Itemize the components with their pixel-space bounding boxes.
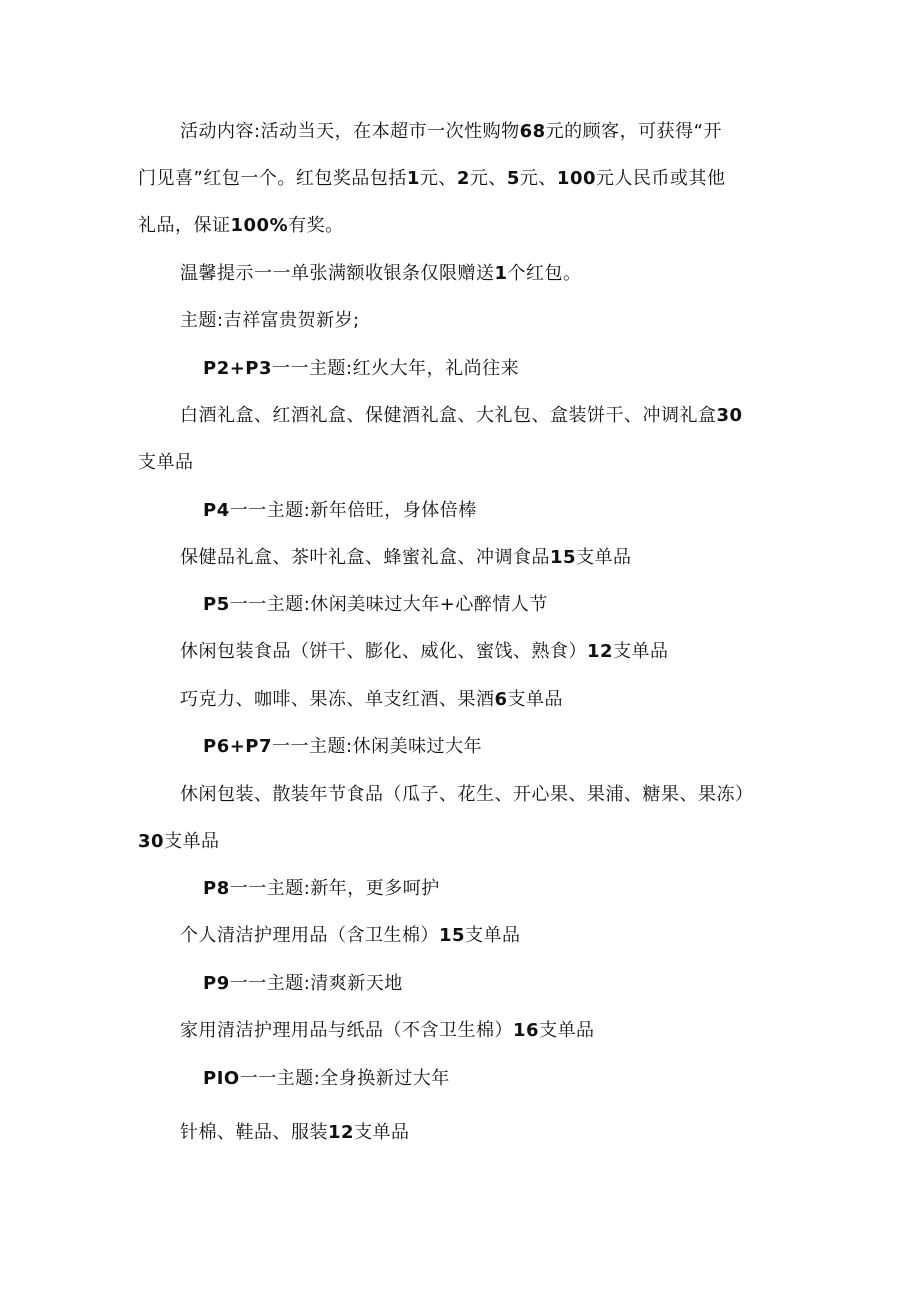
text-segment: 支单品 xyxy=(138,452,194,473)
bold-text-segment: 68 xyxy=(519,121,546,142)
text-segment: 元人民币或其他 xyxy=(596,168,726,189)
text-segment: 一一主题:新年倍旺，身体倍棒 xyxy=(229,500,477,521)
bold-text-segment: 100 xyxy=(556,168,596,189)
text-line xyxy=(180,262,582,286)
text-line xyxy=(180,783,754,807)
text-segment: 一一主题:休闲美味过大年 xyxy=(272,736,483,757)
text-line xyxy=(203,499,477,523)
text-line xyxy=(203,1067,450,1091)
text-segment: 个人清洁护理用品（含卫生棉） xyxy=(180,925,439,946)
text-segment: 个红包。 xyxy=(507,263,582,284)
bold-text-segment: 30 xyxy=(716,405,743,426)
bold-text-segment: 100% xyxy=(230,215,289,236)
text-segment: 门见喜”红包一个。红包奖品包括 xyxy=(138,168,407,189)
bold-text-segment: P4 xyxy=(203,500,230,521)
text-segment: 一一主题:红火大年，礼尚往来 xyxy=(272,358,520,379)
text-line xyxy=(138,214,344,238)
text-line xyxy=(180,1019,595,1043)
text-line xyxy=(203,972,403,996)
text-segment: 支单品 xyxy=(539,1020,595,1041)
bold-text-segment: P9 xyxy=(203,973,230,994)
text-segment: 元的顾客，可获得“开 xyxy=(545,121,722,142)
text-segment: 一一主题:新年，更多呵护 xyxy=(229,878,440,899)
text-line xyxy=(180,924,521,948)
text-segment: 礼品，保证 xyxy=(138,215,231,236)
text-line xyxy=(180,1121,410,1145)
bold-text-segment: 1 xyxy=(406,168,420,189)
text-line xyxy=(180,688,563,712)
bold-text-segment: P5 xyxy=(203,594,230,615)
text-segment: 支单品 xyxy=(613,641,669,662)
text-segment: 元、 xyxy=(469,168,507,189)
text-segment: 温馨提示一一单张满额收银条仅限赠送 xyxy=(180,263,495,284)
text-segment: 支单品 xyxy=(465,925,521,946)
text-line xyxy=(203,735,482,759)
text-segment: 休闲包装、散装年节食品（瓜子、花生、开心果、果浦、糖果、果冻） xyxy=(180,784,754,805)
bold-text-segment: P2+P3 xyxy=(203,358,273,379)
bold-text-segment: 15 xyxy=(550,547,577,568)
bold-text-segment: 5 xyxy=(506,168,520,189)
bold-text-segment: 12 xyxy=(587,641,614,662)
text-line xyxy=(203,357,519,381)
text-line xyxy=(203,877,440,901)
text-line xyxy=(138,167,726,191)
text-segment: 支单品 xyxy=(576,547,632,568)
bold-text-segment: 15 xyxy=(439,925,466,946)
text-segment: 巧克力、咖啡、果冻、单支红酒、果酒 xyxy=(180,689,495,710)
text-line xyxy=(180,546,632,570)
text-line xyxy=(180,309,360,333)
bold-text-segment: 12 xyxy=(328,1122,355,1143)
text-line xyxy=(180,640,669,664)
text-line xyxy=(180,120,722,144)
bold-text-segment: 16 xyxy=(513,1020,540,1041)
text-segment: 针棉、鞋品、服装 xyxy=(180,1122,328,1143)
bold-text-segment: P8 xyxy=(203,878,230,899)
text-segment: 支单品 xyxy=(354,1122,410,1143)
text-line xyxy=(138,830,220,854)
text-line xyxy=(138,451,194,475)
text-segment: 一一主题:休闲美味过大年+心醉情人节 xyxy=(229,594,548,615)
bold-text-segment: 30 xyxy=(138,831,165,852)
text-line xyxy=(203,593,548,617)
text-segment: 主题:吉祥富贵贺新岁; xyxy=(180,310,360,331)
text-segment: 元、 xyxy=(419,168,457,189)
bold-text-segment: PIO xyxy=(203,1068,240,1089)
text-segment: 白酒礼盒、红酒礼盒、保健酒礼盒、大礼包、盒装饼干、冲调礼盒 xyxy=(180,405,717,426)
text-segment: 休闲包装食品（饼干、膨化、威化、蜜饯、熟食） xyxy=(180,641,587,662)
text-segment: 一一主题:清爽新天地 xyxy=(229,973,403,994)
bold-text-segment: 6 xyxy=(494,689,508,710)
text-segment: 元、 xyxy=(519,168,557,189)
text-segment: 保健品礼盒、茶叶礼盒、蜂蜜礼盒、冲调食品 xyxy=(180,547,550,568)
bold-text-segment: 1 xyxy=(494,263,508,284)
text-segment: 活动内容:活动当天，在本超市一次性购物 xyxy=(180,121,520,142)
text-segment: 支单品 xyxy=(507,689,564,710)
text-segment: 家用清洁护理用品与纸品（不含卫生棉） xyxy=(180,1020,513,1041)
text-segment: 有奖。 xyxy=(288,215,344,236)
text-line xyxy=(180,404,743,428)
bold-text-segment: P6+P7 xyxy=(203,736,273,757)
bold-text-segment: 2 xyxy=(456,168,470,189)
text-segment: 支单品 xyxy=(164,831,220,852)
text-segment: 一一主题:全身换新过大年 xyxy=(239,1068,450,1089)
